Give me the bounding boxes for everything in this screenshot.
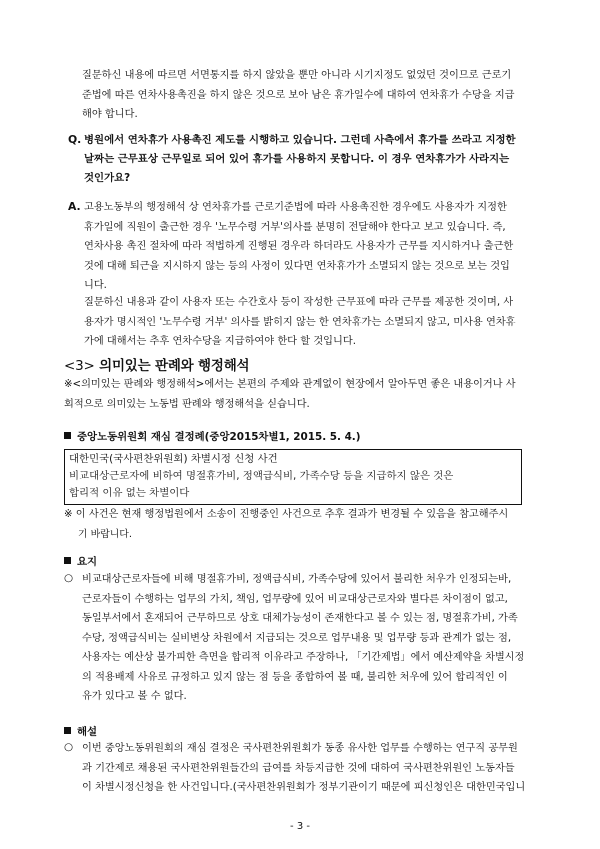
text-line: 병원에서 연차휴가 사용촉진 제도를 시행하고 있습니다. 그런데 사측에서 휴가를 쓰라고 지정한 (84, 134, 516, 146)
section-heading (64, 354, 249, 374)
case-box-body (69, 468, 519, 502)
page-number: - 3 - (290, 821, 310, 832)
text-line: 질문하신 내용과 같이 사용자 또는 수간호사 등이 작성한 근무표에 따라 근무를 제공한 것이며, 사 (84, 297, 514, 308)
text-line: 것에 대해 퇴근을 지시하지 않는 등의 사정이 있다면 연차휴가가 소멸되지 않는 것으로 보는 것입 (84, 260, 510, 272)
circle-bullet-icon: ○ (64, 572, 74, 584)
section-title: 의미있는 판례와 행정해석 (99, 358, 250, 374)
question-text (84, 131, 524, 188)
text-line: 휴가일에 직원이 출근한 경우 '노무수령 거부'의사를 분명히 전달해야 한다고 보고 있습니다. 즉, (84, 221, 506, 233)
text-line: 질문하신 내용에 따르면 서면통지를 하지 않았을 뿐만 아니라 시기지정도 없었던 것이므로 근로기 (82, 70, 512, 81)
case-box-title: 대한민국(국사편찬위원회) 차별시정 신청 사건 (69, 453, 278, 465)
intro-paragraph (82, 66, 522, 125)
square-bullet-icon (64, 727, 71, 734)
text-line: 과 기간제로 채용된 국사편찬위원들간의 급여를 차등지급한 것에 대하여 국사편찬위원인 노동자들 (82, 762, 515, 774)
summary-paragraph (82, 570, 524, 707)
question-marker: Q. (68, 133, 82, 146)
section-note (64, 375, 524, 414)
case-box (64, 449, 522, 505)
text-line: 날짜는 근무표상 근무일로 되어 있어 휴가를 사용하지 못합니다. 이 경우 연차휴가가 사라지는 (84, 153, 510, 165)
text-line: 기 바랍니다. (78, 528, 132, 540)
section-number: <3> (64, 358, 95, 374)
text-line: 가에 대해서는 추후 연차수당을 지급하여야 한다 할 것입니다. (84, 336, 356, 347)
text-line: 합리적 이유 없는 차별이다 (69, 487, 190, 499)
text-line: 수당, 정액급식비는 실비변상 차원에서 지급되는 것으로 업무내용 및 업무량 등과 관계가 없는 점, (82, 632, 512, 644)
square-bullet-icon (64, 432, 71, 439)
case-heading (64, 428, 361, 443)
commentary-heading (64, 723, 97, 738)
text-line: 니다. (84, 280, 107, 291)
case-note (64, 505, 524, 544)
summary-heading-text: 요지 (77, 556, 98, 568)
text-line: 동일부서에서 혼재되어 근무하므로 상호 대체가능성이 존재한다고 볼 수 있는 점, 명절휴가비, 가족 (82, 613, 518, 624)
text-line: 것인가요? (84, 172, 131, 184)
commentary-paragraph (82, 739, 524, 798)
case-heading-text: 중앙노동위원회 재심 결정례(중앙2015차별1, 2015. 5. 4.) (77, 431, 361, 443)
text-line: 비교대상근로자에 비하여 명절휴가비, 정액급식비, 가족수당 등을 지급하지 않은 것은 (69, 470, 454, 482)
summary-heading (64, 553, 97, 568)
text-line: 준법에 따른 연차사용촉진을 하지 않은 것으로 보아 남은 휴가일수에 대하여 연차휴가 수당을 지급 (82, 89, 515, 101)
square-bullet-icon (64, 557, 71, 564)
text-line: ※ 이 사건은 현재 행정법원에서 소송이 진행중인 사건으로 추후 결과가 변경될 수 있음을 참고해주시 (64, 509, 509, 520)
text-line: 의 적용배제 사유로 규정하고 있지 않는 점 등을 종합하여 볼 때, 불리한 처우에 있어 합리적인 이 (82, 671, 508, 683)
text-line: 근로자들이 수행하는 업무의 가치, 책임, 업무량에 있어 비교대상근로자와 별다른 차이점이 없고, (82, 593, 508, 605)
text-line: 고용노동부의 행정해석 상 연차휴가를 근로기준법에 따라 사용촉진한 경우에도 사용자가 지정한 (84, 202, 507, 213)
circle-bullet-icon: ○ (64, 741, 74, 753)
text-line: 이번 중앙노동위원회의 재심 결정은 국사편찬위원회가 동종 유사한 업무를 수행하는 연구직 공무원 (82, 743, 518, 754)
answer-marker: A. (68, 200, 81, 213)
text-line: 해야 합니다. (82, 109, 138, 120)
text-line: 회적으로 의미있는 노동법 판례와 행정해석을 싣습니다. (64, 398, 310, 410)
text-line: 사용자는 예산상 불가피한 측면을 합리적 이유라고 주장하나, 「기간제법」에서 예산제약을 차별시정 (82, 652, 525, 663)
answer-paragraph-1 (84, 198, 524, 296)
text-line: ※<의미있는 판례와 행정해석>에서는 본편의 주제와 관계없이 현장에서 알아두면 좋은 내용이거나 사 (64, 379, 516, 390)
text-line: 연차사용 촉진 절차에 따라 적법하게 진행된 경우라 하더라도 사용자가 근무를 지시하거나 출근한 (84, 241, 514, 252)
text-line: 비교대상근로자들에 비해 명절휴가비, 정액급식비, 가족수당에 있어서 불리한 처우가 인정되는바, (82, 574, 512, 585)
answer-paragraph-2 (84, 293, 524, 352)
text-line: 용자가 명시적인 '노무수령 거부' 의사를 밝히지 않는 한 연차휴가는 소멸되지 않고, 미사용 연차휴 (84, 316, 516, 328)
text-line: 유가 있다고 볼 수 없다. (82, 691, 187, 702)
commentary-heading-text: 해설 (77, 726, 98, 738)
text-line: 이 차별시정신청을 한 사건입니다.(국사편찬위원회가 정부기관이기 때문에 피신청인은 대한민국입니 (82, 782, 526, 793)
